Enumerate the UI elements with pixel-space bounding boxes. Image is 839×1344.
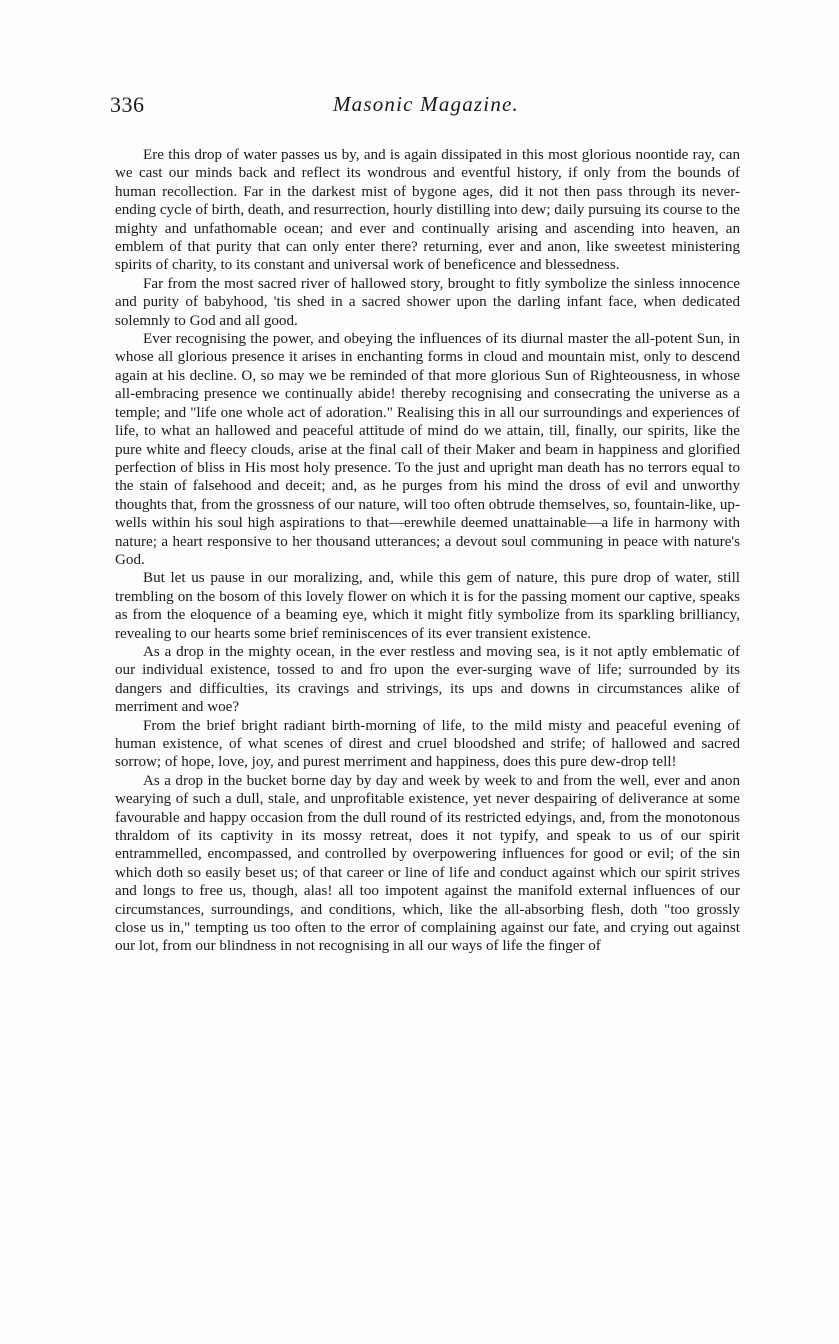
paragraph: Ere this drop of water passes us by, and is again dissipated in this most glorious noontide ray, can we cast our minds back and reflect its wondrous and eventful history, if only from the bounds of human recollection. Far in the darkest mist of bygone ages, did it not then pass through its never-ending cycle of birth, death, and resurrection, hourly distilling into dew; daily pursuing its course to the mighty and unfathomable ocean; and ever and continually arising and ascending into heaven, an emblem of that purity that can only enter there? returning, ever and anon, like sweetest ministering spirits of charity, to its constant and universal work of beneficence and blessedness.	[115, 147, 740, 274]
paragraph: From the brief bright radiant birth-morning of life, to the mild misty and peaceful evening of human existence, of what scenes of direst and cruel bloodshed and strife; of hallowed and sacred sorrow; of hope, love, joy, and purest merriment and happiness, does this pure dew-drop tell!	[115, 717, 740, 771]
page-number: 336	[110, 92, 145, 117]
paragraph: Far from the most sacred river of hallowed story, brought to fitly symbolize the sinless innocence and purity of babyhood, 'tis shed in a sacred shower upon the darling infant face, when dedicated solemnly to God and all good.	[115, 275, 740, 329]
journal-title: Masonic Magazine.	[332, 92, 520, 116]
paragraph: Ever recognising the power, and obeying the influences of its diurnal master the all-potent Sun, in whose all glorious presence it arises in enchanting forms in cloud and mountain mist, only to descend again at his decline. O, so may we be reminded of that more glorious Sun of Righteousness, in whose all-embracing presence we continually abide! thereby recognising and consecrating the universe as a temple; and "life one whole act of adoration." Realising this in all our surroundings and experiences of life, to what an hallowed and peaceful attitude of mind do we attain, till, finally, our spirits, like the pure white and fleecy clouds, arise at the final call of their Maker and beam in happiness and glorified perfection of bliss in His most holy presence. To the just and upright man death has no terrors equal to the stain of falsehood and deceit; and, as he purges from his mind the dross of evil and unworthy thoughts that, from the grossness of our nature, will too often obtrude themselves, so, fountain-like, up-wells within his soul high aspirations to that—erewhile deemed unattainable—a life in harmony with nature; a heart responsive to her thousand utterances; a devout soul communing in peace with nature's God.	[115, 331, 740, 568]
paragraph: As a drop in the bucket borne day by day and week by week to and from the well, ever and anon wearying of such a dull, stale, and unprofitable existence, yet never despairing of deliverance at some favourable and happy occasion from the dull round of its restricted edyings, and, from the monotonous thraldom of its captivity in its mossy retreat, does it not typify, and speak to us of our spirit entrammelled, encompassed, and controlled by overpowering influences for good or evil; of the sin which doth so easily beset us; of that career or line of life and conduct against which our spirit strives and longs to free us, though, alas! all too impotent against the manifold external influences of our circumstances, surroundings, and conditions, which, like the all-absorbing flesh, doth "too grossly close us in," tempting us too often to the error of complaining against our fate, and crying out against our lot, from our blindness in not recognising in all our ways of life the finger of	[115, 772, 740, 955]
article-body	[115, 146, 740, 956]
paragraph: As a drop in the mighty ocean, in the ever restless and moving sea, is it not aptly emblematic of our individual existence, tossed to and fro upon the ever-surging wave of life; surrounded by its dangers and difficulties, its cravings and strivings, its ups and downs in circumstances alike of merriment and woe?	[115, 643, 740, 716]
running-head	[110, 92, 742, 122]
paragraph: But let us pause in our moralizing, and, while this gem of nature, this pure drop of water, still trembling on the bosom of this lovely flower on which it is for the passing moment our captive, speaks as from the eloquence of a beaming eye, which it might fitly symbolize from its sparkling brilliancy, revealing to our hearts some brief reminiscences of its ever transient existence.	[115, 570, 740, 642]
